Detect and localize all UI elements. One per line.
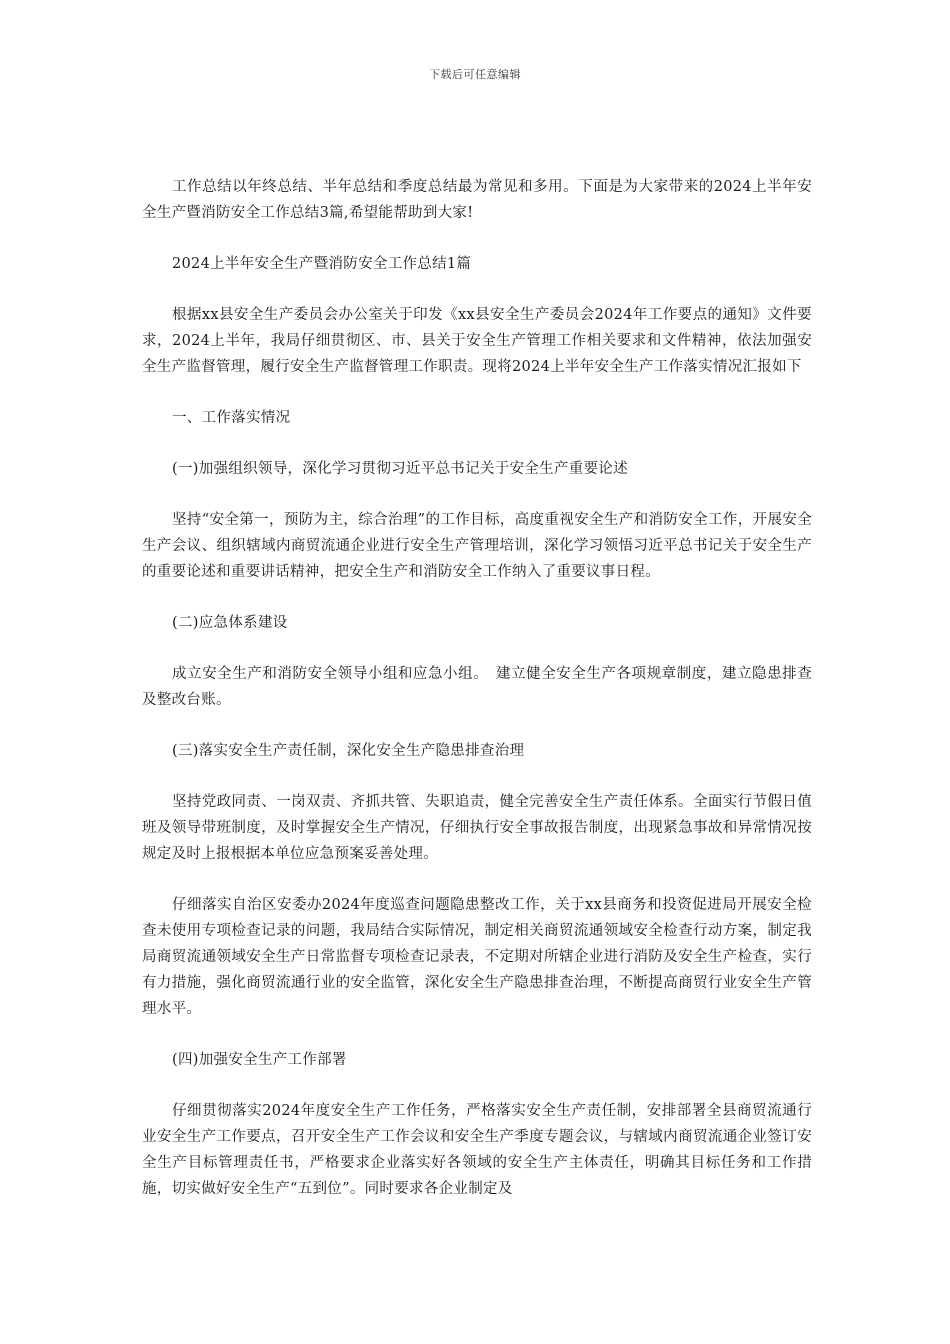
subsection-heading: (二)应急体系建设: [172, 615, 288, 631]
subsection-heading: (三)落实安全生产责任制，深化安全生产隐患排查治理: [172, 743, 525, 759]
page-header-note: 下载后可任意编辑: [429, 68, 521, 81]
body-paragraph: 根据xx县安全生产委员会办公室关于印发《xx县安全生产委员会2024年工作要点的通知》文件要求，2024上半年，我局仔细贯彻区、市、县关于安全生产管理工作相关要求和文件精神，依法加强安全生产监督管理，履行安全生产监督管理工作职责。现将2024上半年安全生产工作落实情况汇报如下: [142, 307, 812, 375]
intro-paragraph: 工作总结以年终总结、半年总结和季度总结最为常见和多用。下面是为大家带来的2024上半年安全生产暨消防安全工作总结3篇,希望能帮助到大家!: [142, 179, 812, 221]
section-heading: 一、工作落实情况: [172, 410, 291, 426]
body-paragraph: 仔细贯彻落实2024年度安全生产工作任务，严格落实安全生产责任制，安排部署全县商贸流通行业安全生产工作要点，召开安全生产工作会议和安全生产季度专题会议，与辖域内商贸流通企业签订安全生产目标管理责任书，严格要求企业落实好各领域的安全生产主体责任，明确其目标任务和工作措施，切实做好安全生产“五到位”。同时要求各企业制定及: [142, 1103, 812, 1197]
body-paragraph: 成立安全生产和消防安全领导小组和应急小组。 建立健全安全生产各项规章制度，建立隐患排查及整改台账。: [142, 666, 812, 708]
body-paragraph: 仔细落实自治区安委办2024年度巡查问题隐患整改工作，关于xx县商务和投资促进局开展安全检查未使用专项检查记录的问题，我局结合实际情况，制定相关商贸流通领域安全检查行动方案，制定我局商贸流通领域安全生产日常监督专项检查记录表，不定期对所辖企业进行消防及安全生产检查，实行有力措施，强化商贸流通行业的安全监管，深化安全生产隐患排查治理，不断提高商贸行业安全生产管理水平。: [142, 897, 812, 1017]
subsection-heading: (一)加强组织领导，深化学习贯彻习近平总书记关于安全生产重要论述: [172, 461, 628, 477]
subsection-heading: (四)加强安全生产工作部署: [172, 1052, 347, 1068]
body-paragraph: 坚持“安全第一，预防为主，综合治理”的工作目标，高度重视安全生产和消防安全工作，开展安全生产会议、组织辖域内商贸流通企业进行安全生产管理培训，深化学习领悟习近平总书记关于安全生产的重要论述和重要讲话精神，把安全生产和消防安全工作纳入了重要议事日程。: [142, 512, 812, 580]
body-paragraph: 坚持党政同责、一岗双责、齐抓共管、失职追责，健全完善安全生产责任体系。全面实行节假日值班及领导带班制度，及时掌握安全生产情况，仔细执行安全事故报告制度，出现紧急事故和异常情况按规定及时上报根据本单位应急预案妥善处理。: [142, 794, 812, 862]
article-title: 2024上半年安全生产暨消防安全工作总结1篇: [172, 256, 472, 272]
document-body: [142, 174, 812, 1227]
